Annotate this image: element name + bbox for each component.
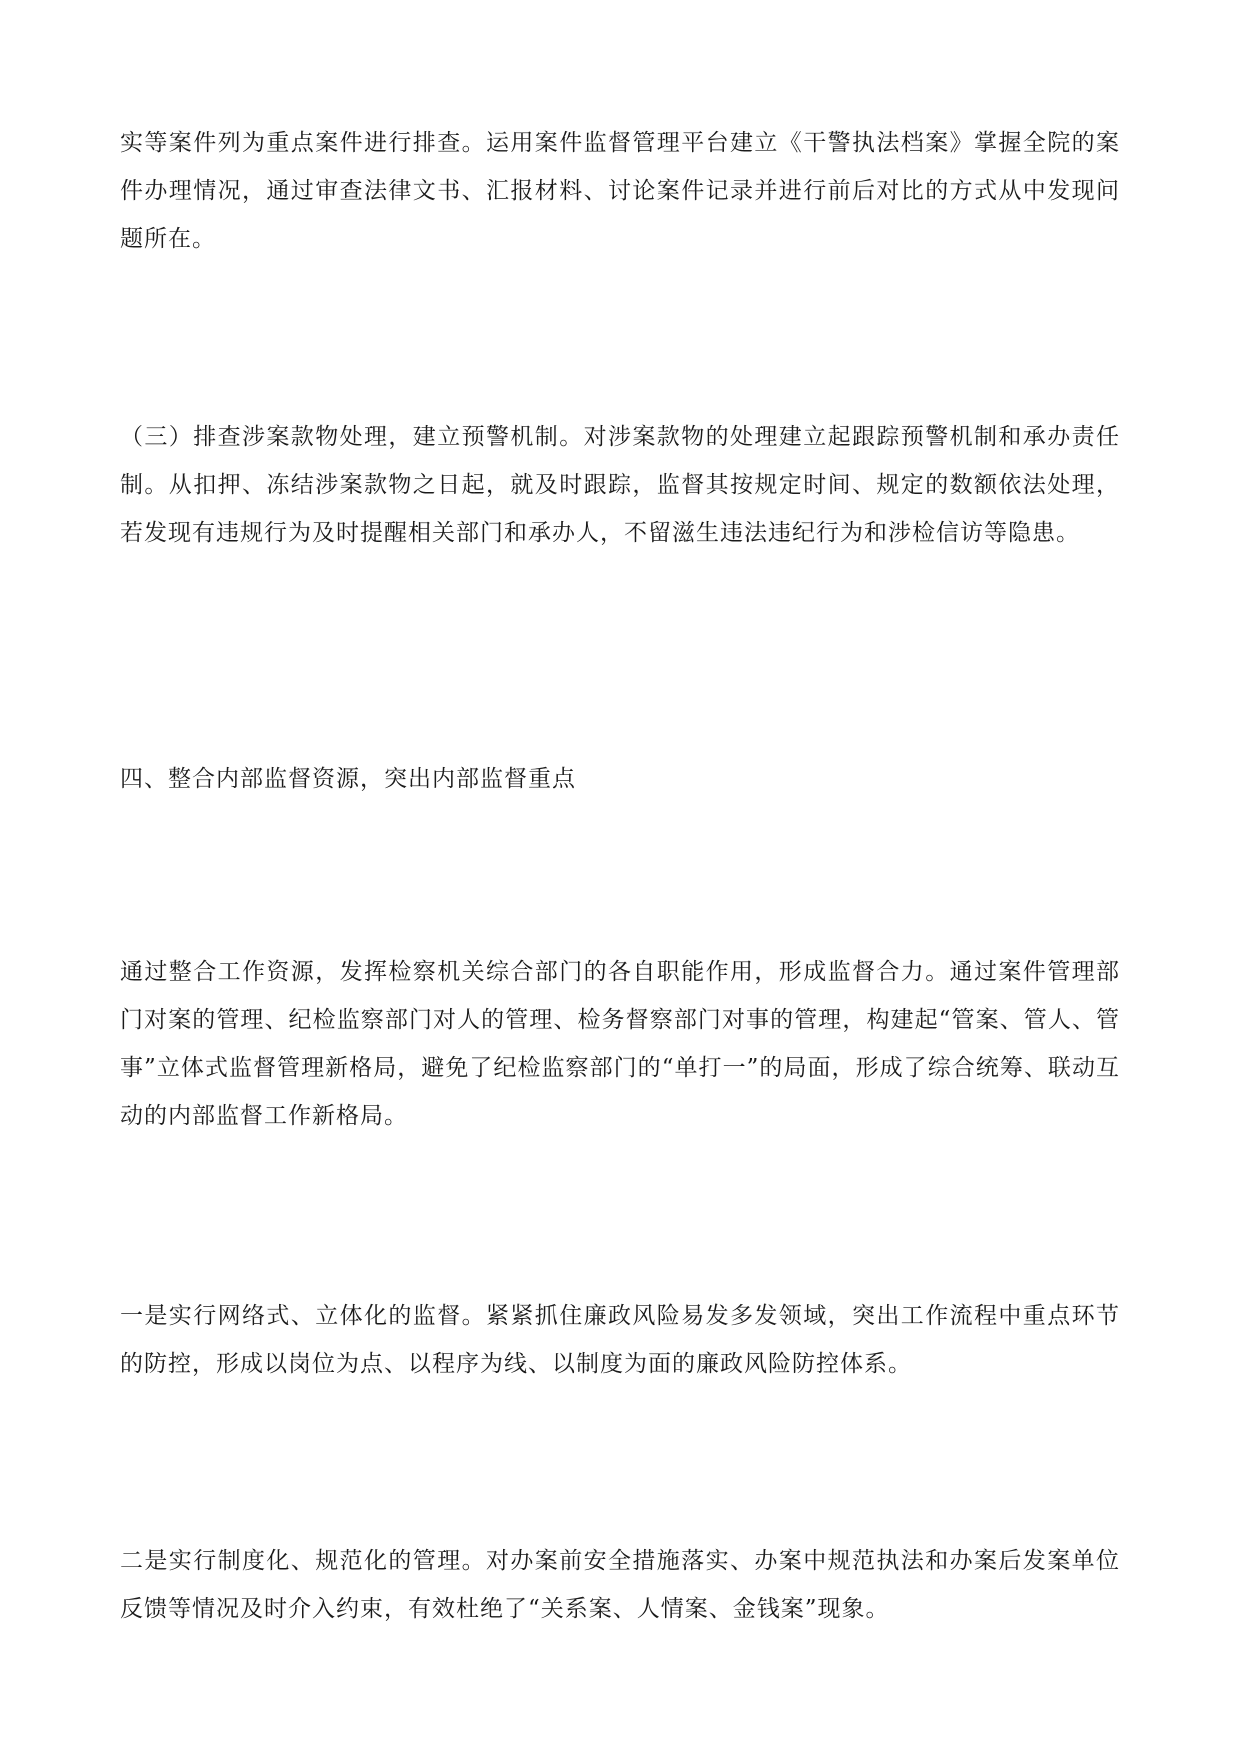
- paragraph-institutional-management: 二是实行制度化、规范化的管理。对办案前安全措施落实、办案中规范执法和办案后发案单位反馈等情况及时介入约束，有效杜绝了“关系案、人情案、金钱案”现象。: [120, 1548, 1120, 1622]
- paragraph-property-warning: （三）排查涉案款物处理，建立预警机制。对涉案款物的处理建立起跟踪预警机制和承办责任制。从扣押、冻结涉案款物之日起，就及时跟踪，监督其按规定时间、规定的数额依法处理，若发现有违规行为及时提醒相关部门和承办人，不留滋生违法违纪行为和涉检信访等隐患。: [120, 424, 1120, 546]
- paragraph-resource-integration: 通过整合工作资源，发挥检察机关综合部门的各自职能作用，形成监督合力。通过案件管理部门对案的管理、纪检监察部门对人的管理、检务督察部门对事的管理，构建起“管案、管人、管事”立体式监督管理新格局，避免了纪检监察部门的“单打一”的局面，形成了综合统筹、联动互动的内部监督工作新格局。: [120, 959, 1120, 1129]
- paragraph-network-supervision: 一是实行网络式、立体化的监督。紧紧抓住廉政风险易发多发领域，突出工作流程中重点环节的防控，形成以岗位为点、以程序为线、以制度为面的廉政风险防控体系。: [120, 1303, 1120, 1377]
- paragraph-case-review: 实等案件列为重点案件进行排查。运用案件监督管理平台建立《干警执法档案》掌握全院的案件办理情况，通过审查法律文书、汇报材料、讨论案件记录并进行前后对比的方式从中发现问题所在。: [120, 130, 1120, 252]
- section-heading-internal-supervision: 四、整合内部监督资源，突出内部监督重点: [120, 766, 576, 792]
